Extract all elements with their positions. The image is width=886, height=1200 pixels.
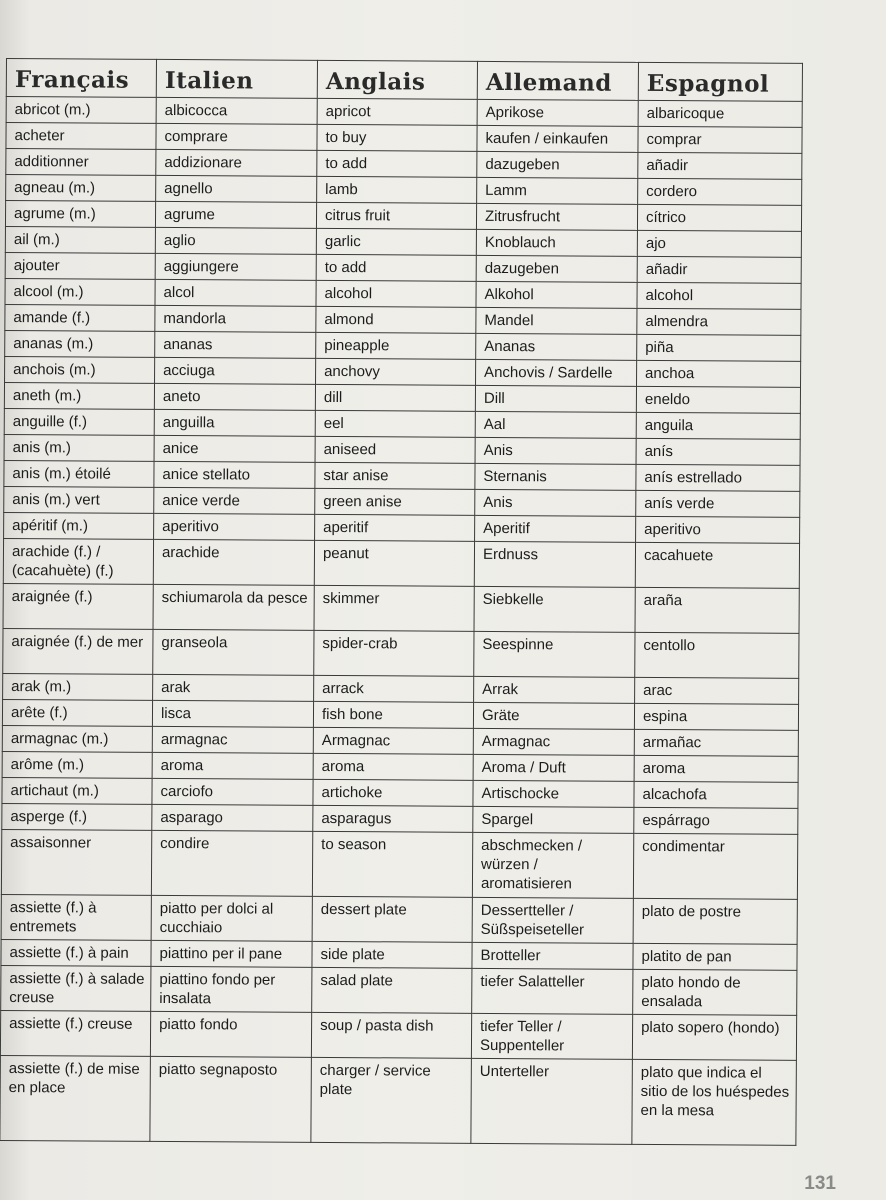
cell-anglais: green anise	[315, 488, 475, 515]
cell-espagnol: anís	[636, 438, 800, 465]
cell-anglais: eel	[315, 410, 475, 437]
cell-francais: assiette (f.) à entremets	[1, 894, 151, 940]
cell-anglais: to add	[317, 150, 477, 177]
cell-allemand: abschmecken / würzen / aromatisieren	[472, 832, 633, 898]
cell-allemand: Aroma / Duft	[473, 754, 634, 781]
cell-espagnol: armañac	[634, 729, 798, 756]
cell-anglais: to season	[312, 831, 472, 897]
cell-allemand: tiefer Teller / Suppenteller	[471, 1013, 632, 1059]
cell-italien: alcol	[155, 279, 316, 306]
header-anglais: Anglais	[317, 60, 477, 99]
cell-espagnol: anchoa	[637, 360, 801, 387]
cell-espagnol: alcohol	[637, 282, 801, 309]
cell-allemand: Armagnac	[473, 728, 634, 755]
cell-anglais: anchovy	[316, 358, 476, 385]
cell-italien: aggiungere	[155, 253, 316, 280]
cell-francais: assaisonner	[1, 829, 151, 895]
cell-anglais: dill	[315, 384, 475, 411]
cell-francais: amande (f.)	[5, 304, 155, 331]
cell-allemand: Sternanis	[475, 463, 636, 490]
cell-anglais: skimmer	[314, 585, 474, 631]
cell-anglais: garlic	[316, 228, 476, 255]
cell-italien: ananas	[155, 331, 316, 358]
cell-francais: agrume (m.)	[5, 201, 155, 228]
cell-francais: acheter	[6, 123, 156, 150]
cell-francais: asperge (f.)	[2, 803, 152, 830]
cell-francais: apéritif (m.)	[4, 512, 154, 539]
cell-espagnol: plato hondo de ensalada	[633, 969, 797, 1015]
cell-allemand: Alkohol	[476, 281, 637, 308]
cell-anglais: aroma	[313, 753, 473, 780]
cell-allemand: Anis	[475, 437, 636, 464]
cell-allemand: Dessertteller / Süßspeiseteller	[472, 897, 633, 943]
header-allemand: Allemand	[477, 61, 638, 100]
cell-allemand: Artischocke	[473, 780, 634, 807]
cell-italien: anice stellato	[154, 461, 315, 488]
cell-italien: aglio	[155, 227, 316, 254]
cell-espagnol: condimentar	[633, 833, 797, 899]
cell-espagnol: aroma	[634, 755, 798, 782]
cell-francais: ananas (m.)	[5, 330, 155, 357]
cell-anglais: apricot	[317, 98, 477, 125]
cell-allemand: Seespinne	[474, 631, 635, 677]
cell-espagnol: eneldo	[636, 386, 800, 413]
cell-espagnol: platito de pan	[633, 943, 797, 970]
cell-anglais: pineapple	[316, 332, 476, 359]
cell-espagnol: anguila	[636, 412, 800, 439]
cell-italien: piattino fondo per insalata	[151, 966, 312, 1012]
cell-italien: aroma	[152, 752, 313, 779]
cell-italien: mandorla	[155, 305, 316, 332]
cell-italien: aneto	[154, 383, 315, 410]
cell-allemand: Aprikose	[477, 99, 638, 126]
header-italien: Italien	[156, 59, 317, 98]
cell-francais: ajouter	[5, 252, 155, 279]
cell-espagnol: espárrago	[634, 807, 798, 834]
cell-francais: araignée (f.) de mer	[3, 628, 153, 674]
cell-espagnol: plato que indica el sitio de los huéspedes en la mesa	[632, 1059, 797, 1145]
cell-anglais: spider-crab	[314, 630, 474, 676]
cell-espagnol: almendra	[637, 308, 801, 335]
cell-italien: albicocca	[156, 97, 317, 124]
cell-espagnol: comprar	[638, 126, 802, 153]
cell-italien: piattino per il pane	[151, 940, 312, 967]
cell-espagnol: arac	[635, 677, 799, 704]
cell-anglais: citrus fruit	[316, 202, 476, 229]
page-number: 131	[804, 1173, 836, 1194]
header-row	[6, 59, 802, 102]
cell-italien: anice verde	[154, 487, 315, 514]
cell-espagnol: espina	[634, 703, 798, 730]
cell-allemand: Ananas	[476, 333, 637, 360]
cell-francais: anchois (m.)	[5, 356, 155, 383]
cell-espagnol: piña	[637, 334, 801, 361]
cell-anglais: fish bone	[313, 701, 473, 728]
cell-italien: anice	[154, 435, 315, 462]
cell-francais: assiette (f.) à salade creuse	[1, 965, 151, 1011]
cell-francais: abricot (m.)	[6, 97, 156, 124]
table-row	[1, 965, 797, 1015]
cell-italien: schiumarola da pesce	[153, 584, 314, 630]
cell-anglais: charger / service plate	[311, 1057, 472, 1143]
cell-allemand: Mandel	[476, 307, 637, 334]
table-row	[3, 583, 799, 633]
cell-francais: anis (m.) vert	[4, 486, 154, 513]
cell-allemand: Dill	[475, 385, 636, 412]
cell-espagnol: plato sopero (hondo)	[632, 1014, 796, 1060]
cell-allemand: Knoblauch	[476, 229, 637, 256]
cell-francais: arachide (f.) / (cacahuète) (f.)	[3, 538, 153, 584]
cell-espagnol: plato de postre	[633, 898, 797, 944]
cell-italien: lisca	[152, 700, 313, 727]
cell-anglais: almond	[316, 306, 476, 333]
table-row	[0, 1055, 796, 1145]
cell-espagnol: añadir	[638, 152, 802, 179]
cell-italien: aperitivo	[154, 513, 315, 540]
cell-francais: anis (m.) étoilé	[4, 460, 154, 487]
cell-italien: addizionare	[156, 149, 317, 176]
cell-italien: piatto segnaposto	[150, 1056, 312, 1142]
cell-espagnol: añadir	[637, 256, 801, 283]
header-francais: Français	[6, 59, 156, 98]
cell-espagnol: ajo	[637, 230, 801, 257]
table-row	[1, 829, 797, 899]
cell-espagnol: araña	[635, 587, 799, 633]
cell-italien: arak	[153, 674, 314, 701]
cell-espagnol: cítrico	[637, 204, 801, 231]
cell-anglais: arrack	[314, 675, 474, 702]
cell-italien: anguilla	[154, 409, 315, 436]
table-row	[1, 894, 797, 944]
cell-allemand: Siebkelle	[474, 586, 635, 632]
cell-espagnol: centollo	[635, 632, 799, 678]
cell-francais: anguille (f.)	[4, 408, 154, 435]
table-row	[0, 1010, 796, 1060]
cell-italien: comprare	[156, 123, 317, 150]
cell-francais: ail (m.)	[5, 226, 155, 253]
table-row	[3, 538, 799, 588]
cell-allemand: Lamm	[477, 177, 638, 204]
table-row	[3, 628, 799, 678]
cell-francais: artichaut (m.)	[2, 777, 152, 804]
cell-francais: alcool (m.)	[5, 278, 155, 305]
cell-anglais: asparagus	[313, 805, 473, 832]
cell-anglais: aniseed	[315, 436, 475, 463]
cell-francais: arak (m.)	[3, 673, 153, 700]
cell-allemand: tiefer Salatteller	[472, 968, 633, 1014]
cell-allemand: Arrak	[474, 676, 635, 703]
cell-italien: carciofo	[152, 778, 313, 805]
cell-espagnol: aperitivo	[636, 516, 800, 543]
cell-allemand: Spargel	[473, 806, 634, 833]
cell-anglais: side plate	[312, 941, 472, 968]
cell-anglais: to buy	[317, 124, 477, 151]
cell-italien: asparago	[152, 804, 313, 831]
cell-italien: granseola	[153, 629, 314, 675]
cell-italien: arachide	[153, 539, 314, 585]
cell-francais: aneth (m.)	[4, 382, 154, 409]
cell-anglais: lamb	[317, 176, 477, 203]
cell-anglais: dessert plate	[312, 896, 472, 942]
cell-italien: piatto per dolci al cucchiaio	[151, 895, 312, 941]
header-espagnol: Espagnol	[638, 62, 802, 101]
cell-espagnol: cordero	[638, 178, 802, 205]
vocabulary-table	[0, 58, 803, 1146]
cell-francais: anis (m.)	[4, 434, 154, 461]
cell-allemand: Gräte	[473, 702, 634, 729]
cell-francais: assiette (f.) de mise en place	[0, 1055, 150, 1141]
cell-francais: arôme (m.)	[2, 751, 152, 778]
cell-anglais: peanut	[314, 540, 474, 586]
cell-anglais: artichoke	[313, 779, 473, 806]
cell-allemand: Anchovis / Sardelle	[476, 359, 637, 386]
cell-francais: assiette (f.) creuse	[0, 1010, 150, 1056]
cell-allemand: Unterteller	[471, 1058, 633, 1144]
table-body	[0, 97, 802, 1146]
cell-allemand: dazugeben	[477, 151, 638, 178]
cell-allemand: dazugeben	[476, 255, 637, 282]
cell-anglais: aperitif	[315, 514, 475, 541]
cell-italien: condire	[151, 830, 312, 896]
cell-francais: armagnac (m.)	[2, 725, 152, 752]
cell-allemand: Aal	[475, 411, 636, 438]
cell-anglais: to add	[316, 254, 476, 281]
cell-espagnol: albaricoque	[638, 100, 802, 127]
cell-allemand: Erdnuss	[474, 541, 635, 587]
cell-anglais: alcohol	[316, 280, 476, 307]
cell-allemand: Anis	[475, 489, 636, 516]
cell-francais: araignée (f.)	[3, 583, 153, 629]
cell-italien: agnello	[156, 175, 317, 202]
cell-allemand: kaufen / einkaufen	[477, 125, 638, 152]
cell-anglais: soup / pasta dish	[311, 1012, 471, 1058]
cell-italien: agrume	[155, 201, 316, 228]
cell-francais: assiette (f.) à pain	[1, 939, 151, 966]
cell-francais: agneau (m.)	[6, 175, 156, 202]
cell-espagnol: anís estrellado	[636, 464, 800, 491]
cell-anglais: salad plate	[312, 967, 472, 1013]
cell-allemand: Aperitif	[475, 515, 636, 542]
cell-espagnol: alcachofa	[634, 781, 798, 808]
cell-francais: additionner	[6, 149, 156, 176]
cell-espagnol: anís verde	[636, 490, 800, 517]
cell-anglais: star anise	[315, 462, 475, 489]
cell-anglais: Armagnac	[313, 727, 473, 754]
cell-espagnol: cacahuete	[635, 542, 799, 588]
cell-allemand: Zitrusfrucht	[476, 203, 637, 230]
cell-italien: piatto fondo	[150, 1011, 311, 1057]
cell-allemand: Brotteller	[472, 942, 633, 969]
cell-francais: arête (f.)	[2, 699, 152, 726]
cell-italien: acciuga	[155, 357, 316, 384]
cell-italien: armagnac	[152, 726, 313, 753]
